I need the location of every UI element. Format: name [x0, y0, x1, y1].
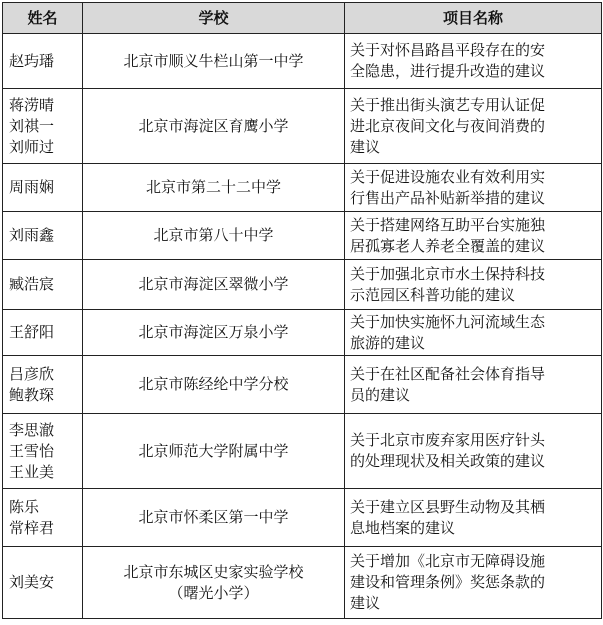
school-cell — [83, 356, 345, 414]
student-name: 王舒阳 — [9, 323, 55, 341]
table-row — [3, 260, 602, 310]
project-title-line: 进北京夜间文化与夜间消费的 — [350, 116, 546, 135]
table-row — [3, 356, 602, 414]
project-title-cell — [345, 489, 602, 547]
header-project: 项目名称 — [345, 3, 602, 34]
school-cell — [83, 310, 345, 356]
project-title-cell — [345, 260, 602, 310]
project-title-cell — [345, 34, 602, 89]
project-title-line: 全隐患，进行提升改造的建议 — [350, 62, 546, 80]
school-name-line: 北京市东城区史家实验学校 — [123, 562, 304, 581]
student-name: 赵玙璠 — [9, 51, 55, 70]
project-title-line: 关于在社区配备社会体育指导 — [350, 364, 546, 383]
student-name: 鲍教琛 — [9, 385, 55, 404]
project-title-cell — [345, 547, 602, 619]
student-name: 蒋涝晴 — [9, 95, 55, 114]
student-names-cell — [3, 260, 83, 310]
school-name-line: 北京市第八十中学 — [153, 226, 274, 244]
school-name-line: 北京市海淀区万泉小学 — [138, 323, 289, 341]
project-title-line: 的处理现状及相关政策的建议 — [350, 452, 546, 470]
school-name-line: （曙光小学） — [168, 583, 259, 602]
project-title-line: 关于推出街头演艺专用认证促 — [350, 95, 546, 114]
table-row — [3, 414, 602, 489]
student-name: 刘祺一 — [9, 116, 55, 135]
student-names-cell — [3, 164, 83, 212]
table-row — [3, 212, 602, 260]
table-row — [3, 89, 602, 164]
school-cell — [83, 212, 345, 260]
student-names-cell — [3, 212, 83, 260]
student-name: 王业美 — [9, 462, 55, 481]
school-cell — [83, 164, 345, 212]
student-names-cell — [3, 489, 83, 547]
school-cell — [83, 489, 345, 547]
table-row — [3, 34, 602, 89]
projects-table — [2, 2, 602, 619]
project-title-line: 旅游的建议 — [350, 333, 426, 352]
table-row — [3, 489, 602, 547]
table-row — [3, 547, 602, 619]
project-title-cell — [345, 414, 602, 489]
school-name-line: 北京市海淀区翠微小学 — [138, 275, 289, 293]
project-title-line: 关于增加《北京市无障碍设施 — [350, 552, 546, 570]
student-name: 周雨娴 — [9, 178, 55, 196]
student-names-cell — [3, 414, 83, 489]
table-body — [3, 34, 602, 619]
project-title-line: 关于对怀昌路昌平段存在的安 — [350, 41, 546, 59]
project-title-line: 员的建议 — [350, 385, 411, 404]
school-cell — [83, 89, 345, 164]
school-name-line: 北京市顺义牛栏山第一中学 — [123, 51, 304, 70]
project-title-line: 关于促进设施农业有效利用实 — [350, 167, 546, 186]
student-names-cell — [3, 89, 83, 164]
project-title-line: 行售出产品补贴新举措的建议 — [350, 188, 546, 207]
project-title-line: 示范园区科普功能的建议 — [350, 285, 516, 304]
project-title-line: 建设和管理条例》奖惩条款的 — [350, 573, 546, 591]
student-names-cell — [3, 547, 83, 619]
table-row — [3, 164, 602, 212]
project-title-cell — [345, 310, 602, 356]
school-cell — [83, 547, 345, 619]
student-name: 臧浩宸 — [9, 275, 55, 293]
project-title-line: 关于北京市废弃家用医疗针头 — [350, 431, 546, 449]
student-name: 吕彦欣 — [9, 364, 55, 383]
school-name-line: 北京师范大学附属中学 — [138, 441, 289, 460]
project-title-cell — [345, 212, 602, 260]
student-name: 常梓君 — [9, 518, 55, 537]
student-name: 李思澈 — [9, 420, 55, 439]
school-name-line: 北京市海淀区育鹰小学 — [138, 116, 289, 135]
school-cell — [83, 260, 345, 310]
project-title-line: 关于加强北京市水土保持科技 — [350, 264, 546, 283]
project-title-line: 关于搭建网络互助平台实施独 — [350, 215, 546, 234]
project-title-line: 建议 — [350, 137, 381, 156]
student-names-cell — [3, 310, 83, 356]
school-cell — [83, 414, 345, 489]
school-name-line: 北京市第二十二中学 — [145, 178, 281, 196]
student-name: 王雪怡 — [9, 441, 55, 460]
school-name-line: 北京市怀柔区第一中学 — [138, 508, 289, 526]
school-name-line: 北京市陈经纶中学分校 — [138, 375, 289, 393]
project-title-line: 关于加快实施怀九河流域生态 — [350, 312, 546, 331]
student-names-cell — [3, 34, 83, 89]
project-title-cell — [345, 89, 602, 164]
student-name: 刘美安 — [9, 573, 55, 591]
table-row — [3, 310, 602, 356]
project-title-cell — [345, 164, 602, 212]
project-title-cell — [345, 356, 602, 414]
project-title-line: 息地档案的建议 — [350, 518, 456, 537]
header-school: 学校 — [83, 3, 345, 34]
school-cell — [83, 34, 345, 89]
project-title-line: 居孤寡老人养老全覆盖的建议 — [350, 236, 546, 255]
project-title-line: 关于建立区县野生动物及其栖 — [350, 497, 546, 516]
student-names-cell — [3, 356, 83, 414]
student-name: 刘雨鑫 — [9, 226, 55, 244]
header-name: 姓名 — [3, 3, 83, 34]
project-title-line: 建议 — [350, 594, 381, 612]
header-row — [3, 3, 602, 34]
student-name: 刘师过 — [9, 137, 55, 156]
student-name: 陈乐 — [9, 497, 40, 516]
